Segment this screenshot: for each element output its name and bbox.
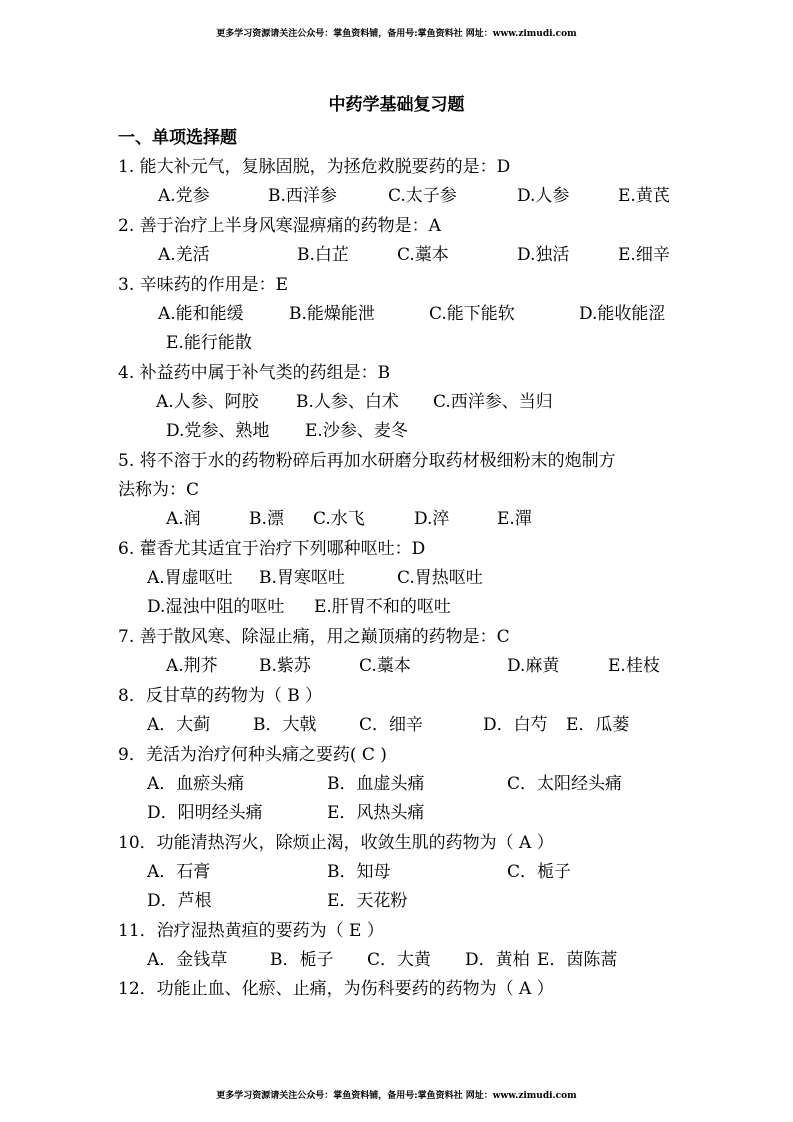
option: C.水飞 [313,509,365,529]
question-11: 11．治疗湿热黄疸的要药为（ E ） [118,921,384,941]
question-12: 12．功能止血、化瘀、止痛，为伤科要药的药物为（ A ） [118,979,554,999]
question-5: 5. 将不溶于水的药物粉碎后再加水研磨分取药材极细粉末的炮制方 [118,451,616,471]
option: B.能燥能泄 [289,304,375,324]
option: D.麻黄 [507,656,560,676]
option: D．白芍 [483,715,548,735]
option: C.藁本 [397,245,449,265]
option: E.肝胃不和的呕吐 [314,597,451,617]
question-4: 4. 补益药中属于补气类的药组是：B [118,363,391,383]
question-10: 10．功能清热泻火，除烦止渴，收敛生肌的药物为（ A ） [118,833,554,853]
option: E．瓜蒌 [566,715,630,735]
option: E．风热头痛 [327,803,425,823]
option: B.西洋参 [268,186,337,206]
option: D.淬 [414,509,450,529]
option: C．太阳经头痛 [507,774,623,794]
option: D.党参、熟地 [166,421,270,441]
option: A．石膏 [147,862,211,882]
option: B．知母 [327,862,391,882]
option: C．大黄 [367,950,432,970]
page-title: 中药学基础复习题 [328,95,465,115]
option: E．茵陈蒿 [537,950,618,970]
question-2: 2. 善于治疗上半身风寒湿痹痛的药物是：A [118,216,441,236]
question-1: 1. 能大补元气，复脉固脱，为拯危救脱要药的是：D [118,157,511,177]
option: E.潬 [497,509,532,529]
question-5-cont: 法称为：C [118,480,200,500]
option: E.能行能散 [166,333,252,353]
option: B.紫苏 [259,656,311,676]
option: C.藁本 [359,656,411,676]
question-9: 9．羌活为治疗何种头痛之要药( C ) [118,745,387,765]
option: C．栀子 [507,862,572,882]
option: A．大蓟 [147,715,211,735]
page-footer: 更多学习资源请关注公众号：掌鱼资料铺，备用号:掌鱼资料社 网址：www.zimudi.com [216,1091,577,1101]
option: A．血瘀头痛 [147,774,245,794]
option: E.细辛 [618,245,670,265]
option: A.润 [166,509,201,529]
option: D．阳明经头痛 [147,803,263,823]
option: C.能下能软 [429,304,515,324]
section-heading: 一、单项选择题 [118,128,237,148]
option: D．黄柏 [465,950,530,970]
option: A.羌活 [158,245,210,265]
option: C.太子参 [388,186,457,206]
option: D.湿浊中阻的呕吐 [147,597,285,617]
option: B．栀子 [270,950,334,970]
option: E．天花粉 [327,891,408,911]
option: A.荆芥 [166,656,218,676]
option: C.胃热呕吐 [397,568,483,588]
option: D.人参 [517,186,570,206]
option: C.西洋参、当归 [433,392,553,412]
option: B.胃寒呕吐 [259,568,345,588]
option: A.人参、阿胶 [156,392,259,412]
option: B.人参、白术 [296,392,399,412]
question-8: 8．反甘草的药物为（ B ） [118,686,323,706]
option: A.能和能缓 [158,304,244,324]
option: A．金钱草 [147,950,228,970]
option: A.胃虚呕吐 [147,568,233,588]
option: E.沙参、麦冬 [305,421,408,441]
option: B．血虚头痛 [327,774,425,794]
option: A.党参 [158,186,210,206]
option: C．细辛 [359,715,424,735]
page-header: 更多学习资源请关注公众号：掌鱼资料铺，备用号:掌鱼资料社 网址：www.zimudi.com [216,29,577,39]
option: B.漂 [249,509,284,529]
question-7: 7. 善于散风寒、除湿止痛，用之巅顶痛的药物是：C [118,627,510,647]
option: D.能收能涩 [579,304,666,324]
option: D.独活 [517,245,570,265]
question-6: 6. 藿香尤其适宜于治疗下列哪种呕吐：D [118,539,426,559]
option: E.桂枝 [608,656,660,676]
option: B．大戟 [253,715,317,735]
option: E.黄芪 [618,186,670,206]
option: D．芦根 [147,891,212,911]
option: B.白芷 [297,245,349,265]
question-3: 3. 辛味药的作用是：E [118,275,289,295]
